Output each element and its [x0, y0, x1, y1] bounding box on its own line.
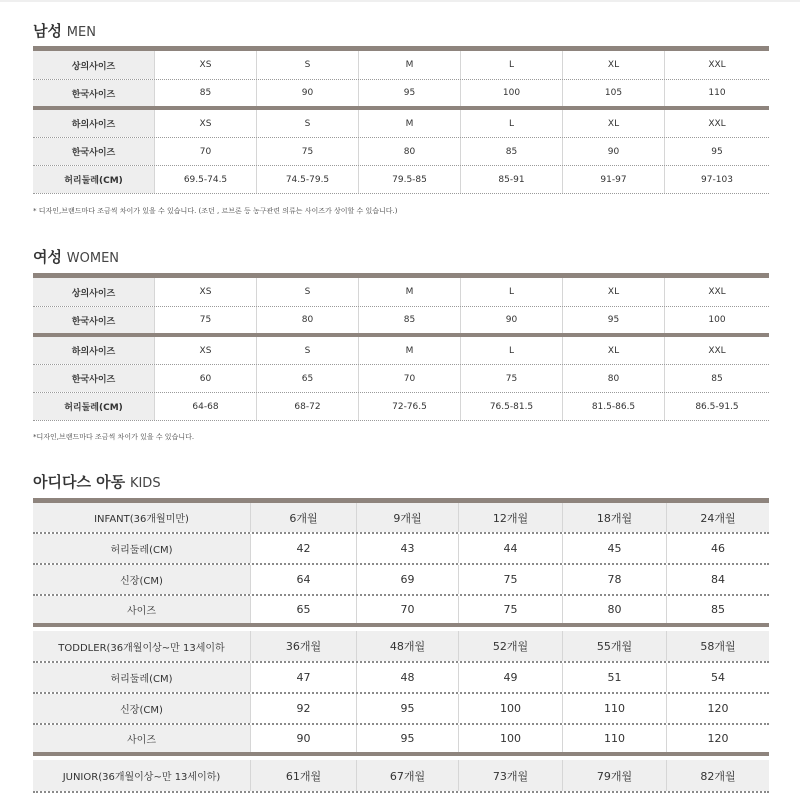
table-cell: 70 [155, 138, 257, 165]
table-cell: 74.5-79.5 [257, 166, 359, 193]
table-cell: 92 [251, 694, 357, 723]
women-row-top-kr [33, 307, 769, 337]
kids-title: 아디다스 아동 KIDS [33, 473, 161, 491]
table-cell: 76.5-81.5 [461, 393, 563, 420]
table-cell: 67개월 [357, 760, 459, 791]
table-cell: 85 [711, 373, 723, 384]
table-cell: 120 [707, 702, 729, 715]
table-cell: 69 [357, 565, 459, 594]
men-title: 남성 MEN [33, 22, 96, 40]
table-cell: L [461, 51, 563, 79]
women-row-bottom-kr [33, 365, 769, 393]
table-cell: 95 [357, 694, 459, 723]
table-cell: XS [155, 278, 257, 306]
women-row-waist [33, 393, 769, 421]
table-cell: 90 [257, 80, 359, 106]
row-label: 허리둘레(CM) [33, 166, 155, 193]
table-cell: 55개월 [563, 631, 667, 661]
women-row-bottom-header [33, 337, 769, 365]
table-cell: 110 [563, 725, 667, 752]
table-cell: M [359, 110, 461, 137]
table-cell: XL [563, 51, 665, 79]
table-cell: 75 [461, 365, 563, 392]
table-cell: XXL [708, 287, 726, 297]
table-cell: 97-103 [701, 174, 733, 185]
table-cell: 61개월 [251, 760, 357, 791]
table-cell: M [359, 278, 461, 306]
table-cell: 80 [563, 365, 665, 392]
table-cell: XXL [708, 118, 726, 129]
row-label: 상의사이즈 [33, 278, 155, 306]
kids-table-row [33, 694, 769, 725]
table-cell: 24개월 [667, 503, 769, 532]
table-cell: 100 [461, 80, 563, 106]
table-cell: 64-68 [155, 393, 257, 420]
table-cell: 85 [711, 603, 725, 616]
row-label: 사이즈 [33, 596, 251, 623]
table-cell: S [257, 337, 359, 364]
table-cell: 84 [711, 573, 725, 586]
men-row-bottom-kr [33, 138, 769, 166]
kids-table-row [33, 534, 769, 565]
table-cell: 91-97 [563, 166, 665, 193]
women-row-top-header [33, 278, 769, 307]
table-cell: 105 [563, 80, 665, 106]
row-label: 허리둘레(CM) [33, 534, 251, 563]
table-cell: 54 [711, 671, 725, 684]
table-cell: L [461, 337, 563, 364]
table-cell: S [257, 51, 359, 79]
table-cell: 80 [257, 307, 359, 333]
table-cell: 64 [251, 565, 357, 594]
table-cell: 90 [251, 725, 357, 752]
table-cell: 46 [711, 542, 725, 555]
women-title: 여성 WOMEN [33, 248, 120, 266]
table-cell: L [461, 278, 563, 306]
kids-table-row [33, 760, 769, 793]
top-divider [0, 0, 800, 2]
table-cell: 42 [251, 534, 357, 563]
table-cell: 95 [711, 146, 723, 157]
table-cell: 58개월 [667, 631, 769, 661]
kids-table-row [33, 596, 769, 627]
row-label: 한국사이즈 [33, 365, 155, 392]
table-cell: 85 [359, 307, 461, 333]
kids-table-row [33, 663, 769, 694]
table-cell: 68-72 [257, 393, 359, 420]
table-cell: 48 [357, 663, 459, 692]
table-cell: S [257, 110, 359, 137]
table-cell: 52개월 [459, 631, 563, 661]
table-cell: 78 [563, 565, 667, 594]
table-cell: 100 [708, 315, 726, 325]
table-cell: 73개월 [459, 760, 563, 791]
table-cell: 45 [563, 534, 667, 563]
table-cell: 47 [251, 663, 357, 692]
row-label: 상의사이즈 [33, 51, 155, 79]
row-label: INFANT(36개월미만) [33, 503, 251, 532]
table-cell: 90 [563, 138, 665, 165]
table-cell: 18개월 [563, 503, 667, 532]
table-cell: 70 [357, 596, 459, 623]
table-cell: 100 [459, 694, 563, 723]
table-cell: 86.5-91.5 [695, 401, 739, 412]
table-cell: 65 [257, 365, 359, 392]
table-cell: 43 [357, 534, 459, 563]
table-cell: M [359, 51, 461, 79]
table-cell: 75 [257, 138, 359, 165]
table-cell: 48개월 [357, 631, 459, 661]
men-row-waist [33, 166, 769, 194]
row-label: 신장(CM) [33, 694, 251, 723]
table-cell: 44 [459, 534, 563, 563]
table-cell: 80 [359, 138, 461, 165]
table-cell: XL [563, 110, 665, 137]
table-cell: 95 [357, 725, 459, 752]
kids-table-row [33, 631, 769, 663]
table-cell: 6개월 [251, 503, 357, 532]
table-cell: 75 [155, 307, 257, 333]
table-cell: 65 [251, 596, 357, 623]
table-cell: 49 [459, 663, 563, 692]
table-cell: 100 [459, 725, 563, 752]
men-note: * 디자인,브랜드마다 조금씩 차이가 있을 수 있습니다. (조던 , 르브론 등 농구관련 의류는 사이즈가 상이할 수 있습니다.) [33, 207, 398, 215]
men-row-top-kr [33, 80, 769, 110]
kids-table-row [33, 503, 769, 534]
row-label: JUNIOR(36개월이상~만 13세이하) [33, 760, 251, 791]
table-cell: 95 [563, 307, 665, 333]
row-label: 사이즈 [33, 725, 251, 752]
table-cell: 72-76.5 [359, 393, 461, 420]
row-label: 하의사이즈 [33, 337, 155, 364]
table-cell: 110 [708, 88, 726, 98]
table-cell: XS [155, 110, 257, 137]
table-cell: 75 [459, 565, 563, 594]
men-row-bottom-header [33, 110, 769, 138]
table-cell: 80 [563, 596, 667, 623]
row-label: 한국사이즈 [33, 307, 155, 333]
table-cell: 95 [359, 80, 461, 106]
table-cell: 12개월 [459, 503, 563, 532]
women-note: *디자인,브랜드마다 조금씩 차이가 있을 수 있습니다. [33, 433, 195, 441]
table-cell: XXL [708, 345, 726, 356]
row-label: 허리둘레(CM) [33, 663, 251, 692]
table-cell: 60 [155, 365, 257, 392]
table-cell: 51 [563, 663, 667, 692]
table-cell: 90 [461, 307, 563, 333]
table-cell: XS [155, 337, 257, 364]
table-cell: 85 [461, 138, 563, 165]
table-cell: XL [563, 278, 665, 306]
table-cell: 79.5-85 [359, 166, 461, 193]
table-cell: 110 [563, 694, 667, 723]
table-cell: 70 [359, 365, 461, 392]
table-cell: 120 [707, 732, 729, 745]
table-cell: M [359, 337, 461, 364]
row-label: 하의사이즈 [33, 110, 155, 137]
kids-table-row [33, 725, 769, 756]
table-cell: XL [563, 337, 665, 364]
table-cell: 85-91 [461, 166, 563, 193]
table-cell: 79개월 [563, 760, 667, 791]
table-cell: 85 [155, 80, 257, 106]
table-cell: 69.5-74.5 [155, 166, 257, 193]
table-cell: XS [155, 51, 257, 79]
table-cell: 9개월 [357, 503, 459, 532]
row-label: TODDLER(36개월이상~만 13세이하 [33, 631, 251, 661]
table-cell: 82개월 [667, 760, 769, 791]
table-cell: XXL [708, 60, 726, 70]
kids-table-row [33, 565, 769, 596]
table-cell: 36개월 [251, 631, 357, 661]
row-label: 한국사이즈 [33, 80, 155, 106]
row-label: 허리둘레(CM) [33, 393, 155, 420]
table-cell: S [257, 278, 359, 306]
table-cell: L [461, 110, 563, 137]
men-row-top-header [33, 51, 769, 80]
row-label: 한국사이즈 [33, 138, 155, 165]
table-cell: 81.5-86.5 [563, 393, 665, 420]
row-label: 신장(CM) [33, 565, 251, 594]
table-cell: 75 [459, 596, 563, 623]
